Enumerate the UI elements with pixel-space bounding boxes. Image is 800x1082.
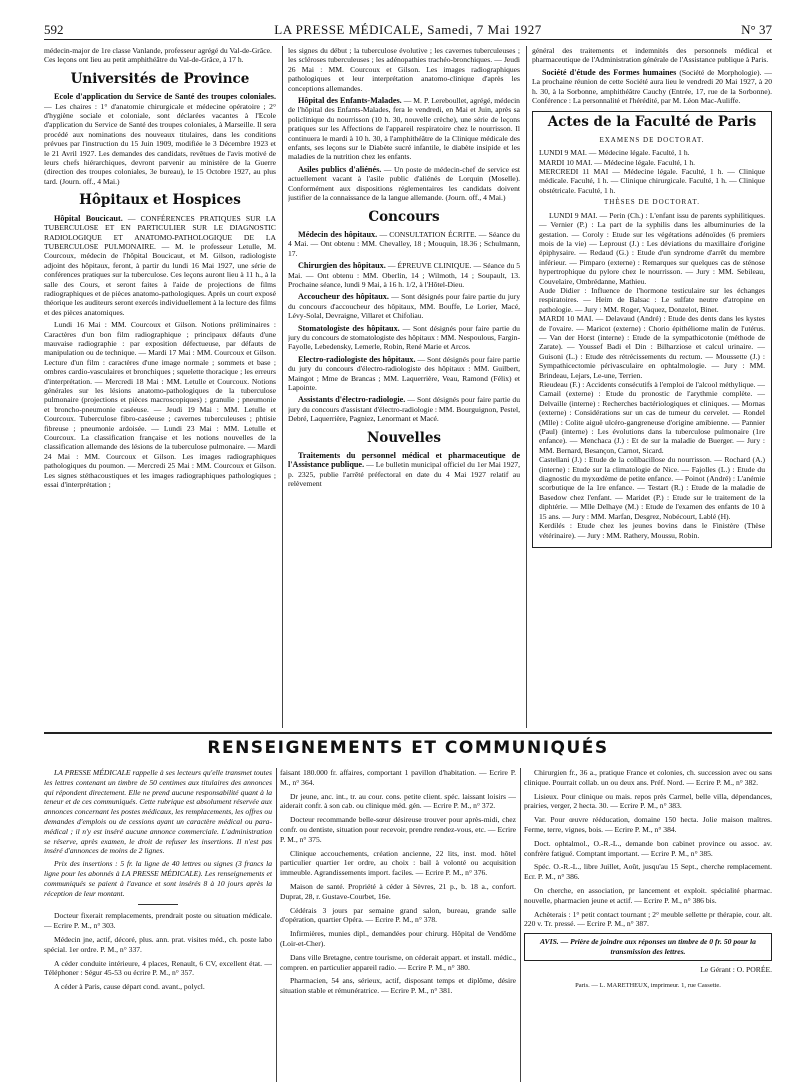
ecole-item: Ecole d'application du Service de Santé des troupes coloniales. — Les chaires : 1° d'anatomie chirurgicale et médecine opératoire ; 2° d'hygiène sociale et coloniale, sont déclarées vacantes à l'Ecole d'application du Service de Santé des troupes coloniales, à Marseille. Il sera procédé aux nominations des nouveaux titulaires, dans les conditions prévues par l'instruction du 15 Juin 1909, modifiée le 3 Décembre 1923 et le 21 Avril 1927. Les demandes des candidats, revêtues de l'avis motivé de leurs chefs hiérarchiques, devront parvenir au ministère de la Guerre (direction des troupes coloniales, 3e bureau), le 15 Octobre 1927, au plus tard. (Journ. off., 4 Mai.) <box>44 92 276 186</box>
hopitaux-heading: Hôpitaux et Hospices <box>79 192 241 209</box>
actes-heading: Actes de la Faculté de Paris <box>547 114 757 131</box>
asiles-item: Asiles publics d'aliénés. — Un poste de médecin-chef de service est actuellement vacant à l'asile public d'aliénés de Lorquin (Moselle). Conformément aux dispositions réglementaires les candidats doivent justifier de la connaissance de la langue allemande. (Journ. off., 4 Mai.) <box>288 164 520 203</box>
gerant-line: Le Gérant : O. PORÉE. <box>700 964 772 974</box>
assistants-item: Assistants d'électro-radiologie. — Sont désignés pour faire partie du jury du concours d'assistant d'électro-radiologie : MM. Bourguignon, Pestel, Debré, Laquerrière, Pagniez, Lenormant et Macé. <box>288 395 520 424</box>
classified-ad: Spéc. O.-R.-L., libre Juillet, Août, jusqu'au 15 Sept., cherche remplacement. Ecr. P. M., n° 386. <box>524 862 772 882</box>
newspaper-page <box>44 20 772 996</box>
classifieds-column-2 <box>280 768 516 1082</box>
classified-ad: Docteur recommande belle-sœur désireuse trouver pour après-midi, chez confr. ou dentiste, situation pour recevoir, prendre rendez-vous, etc. — Ecrire P. M., n° 375. <box>280 815 516 844</box>
classified-ad: Chirurgien fr., 36 a., pratique France et colonies, ch. succession avec ou sans clinique. Pourrait collab. un ou deux ans. Préf. Nord. — Ecrire P. M., n° 382. <box>524 768 772 787</box>
classified-ad: Pharmacien, 54 ans, sérieux, actif, disposant temps et diplôme, désire situation stable et rémunératrice. — Ecrire P. M., n° 381. <box>280 976 516 996</box>
page-number: 592 <box>44 22 64 37</box>
boucicaut-programme: Lundi 16 Mai : MM. Courcoux et Gilson. Notions préliminaires : Caractères d'un bon film radiographique ; principaux défauts d'une mauvaise radiographie : par exposition défectueuse, par défauts de manipulation ou de technique. — Mardi 17 Mai : MM. Courcoux et Gilson. Lecture d'un film : caractères d'une image normale ; sommets et base ; ombres cardio-vasculaires et bronchiques ; squelette thoracique ; les erreurs d'interprétation. — Mercredi 18 Mai : MM. Letulle et Courcoux. Notions générales sur les lésions anatomo-pathologiques de la tuberculose pulmonaire (projections et pièces macroscopiques) ; granulie ; pneumonie et broncho-pneumonie caséeuse. — Jeudi 19 Mai : MM. Letulle et Courcoux. Tuberculose fibro-caséeuse ; cavernes tuberculeuses ; phtisie fibreuse ; pneumonie ardoisée. — Lundi 23 Mai : MM. Letulle et Courcoux. La classification française et les notions nouvelles de la classification allemande des lésions de la tuberculose pulmonaire. — Mardi 24 Mai : MM. Courcoux et Gilson. Les images radiographiques pathologiques du poumon. — Mercredi 25 Mai : MM. Courcoux et Gilson. Les signes stéthacoustiques et les images radiographiques pathologiques ; essai d'interprétation ; <box>44 320 276 490</box>
classified-ad: On cherche, en association, pr lancement et exploit. spécialité pharmac. nouvelle, pharmacien jeune et actif. — Ecrire P. M., n° 386 bis. <box>524 885 772 905</box>
classifieds-intro: LA PRESSE MÉDICALE rappelle à ses lecteurs qu'elle transmet toutes les lettres contenant un timbre de 50 centimes aux titulaires des annonces qui répondent directement. Elle ne prend aucune responsabilité quant à la teneur et de ces communiqués. Cette rubrique est absolument réservée aux annonces concernant les postes médicaux, les remplacements, les offres ou demandes d'emplois ou de cessions ayant un caractère médical ou para-médical ; il n'y est inséré aucune annonce commerciale. L'administration se réserve, après examen, le droit de refuser les insertions. Il n'est pas inséré d'annonces de moins de 2 lignes. <box>44 768 272 856</box>
intro-text: médecin-major de 1re classe Vanlande, professeur agrégé du Val-de-Grâce. Ces leçons ont lieu au petit amphithéâtre du Val-de-Grâce, à 17 h. <box>44 46 272 65</box>
column-divider <box>526 46 527 728</box>
running-header <box>44 20 772 40</box>
classified-ad: Infirmières, munies dipl., demandées pour chirurg. Hôpital de Vendôme (Loir-et-Cher). <box>280 929 516 948</box>
classifieds <box>44 768 772 1082</box>
stomato-item: Stomatologiste des hôpitaux. — Sont désignés pour faire partie du jury du concours de stomatologiste des hôpitaux : MM. Nespoulous, Fargin-Fayolle, Lebedensky, Lemerle, Robin, René Marie et Arcos. <box>288 323 520 352</box>
journal-title: LA PRESSE MÉDICALE, Samedi, 7 Mai 1927 <box>274 22 542 37</box>
classified-ad: Lisieux. Pour clinique ou mais. repos près Carmel, belle villa, dépendances, prairies, verger, 2 hecta. 30. — Ecrire P. M., n° 383. <box>524 791 772 811</box>
classified-ad: Dans ville Bretagne, centre tourisme, on céderait appart. et install. médic., compren. en particulier appareil radio. — Ecrire P. M., n° 380. <box>280 952 516 972</box>
section-rule <box>44 732 772 734</box>
classified-ad: faisant 180.000 fr. affaires, comportant 1 pavillon d'habitation. — Ecrire P. M., n° 364. <box>280 768 516 787</box>
classified-ad: Dr jeune, anc. int., tr. au cour. cons. petite client. spéc. laissant loisirs — aiderait confr. à son cab. ou clinique méd. gén. — Ecrire P. M., n° 372. <box>280 791 516 811</box>
classified-ad: Achèterais : 1° petit contact tournant ; 2° meuble sellette pr thérapie, cour. alt. 220 v. Tr. pressé. — Ecrire P. M., n° 387. <box>524 909 772 929</box>
theses-heading: THÈSES DE DOCTORAT. <box>604 198 700 207</box>
universites-heading: Universités de Province <box>70 70 250 87</box>
upper-columns <box>44 46 772 728</box>
boucicaut-item: Hôpital Boucicaut. — CONFÉRENCES PRATIQUES SUR LA TUBERCULOSE ET EN PARTICULIER SUR LE DIAGNOSTIC RADIOLOGIQUE ET ANATOMO-PATHOLOGIQUE DE LA TUBERCULOSE PULMONAIRE. — M. le professeur Letulle, M. Courcoux, médecin de l'hôpital Boucicaut, et M. Gilson, radiologiste adjoint des hôpitaux, feront, à partir du lundi 16 Mai 1927, une série de conférences pratiques sur la tuberculose. Ces leçons auront lieu à 11 h., à la salle des Cours, et seront faites à l'aide de projections de films radiographiques et de pièces anatomo-pathologiques. Après un court exposé théorique les auditeurs seront exercés individuellement à la lecture des films et des pièces anatomiques. <box>44 213 276 317</box>
column-2 <box>288 46 520 728</box>
nouvelles-heading: Nouvelles <box>366 429 442 446</box>
classified-ad: Médecin jne, actif, décoré, plus. ann. prat. visites méd., ch. poste labo spécial. 1er ordre. P. M., n° 337. <box>44 934 272 954</box>
medecin-item: Médecin des hôpitaux. — CONSULTATION ÉCRITE. — Séance du 4 Mai. — Ont obtenu : MM. Chevalley, 18 ; Mouquin, 18.36 ; Schulmann, 17. <box>288 229 520 258</box>
classified-ad: Doct. ophtalmol., O.-R.-L., demande bon cabinet province ou assoc. av. confrère fatigué. Comptant important. — Ecrire P. M., n° 385. <box>524 838 772 858</box>
actes-box <box>532 111 772 547</box>
column-3 <box>532 46 772 728</box>
printer-line: Paris. — L. MARETHEUX, imprimeur. 1, rue Cassette. <box>575 981 721 989</box>
classifieds-prix: Prix des insertions : 5 fr. la ligne de 40 lettres ou signes (3 francs la ligne pour les abonnés à LA PRESSE MÉDICALE). Les renseignements et communiqués se paient à l'avance et sont insérés 8 à 10 jours après la réception de leur montant. <box>44 859 272 898</box>
divider <box>138 904 178 905</box>
electro-item: Electro-radiologiste des hôpitaux. — Sont désignés pour faire partie du jury du concours d'électro-radiologiste des hôpitaux : MM. Guilbert, Maingot ; Mme de Brancas ; MM. Laquerrière, Veau, Ramond (Félix) et Lapointe. <box>288 354 520 392</box>
avis-box: AVIS. — Prière de joindre aux réponses un timbre de 0 fr. 50 pour la transmission des lettres. <box>524 933 772 961</box>
classified-ad: A céder conduite intérieure, 4 places, Renault, 6 CV, excellent état. — Téléphoner : Ségur 45-53 ou écrire P. M., n° 357. <box>44 958 272 978</box>
classified-ad: Clinique accouchements, création ancienne, 22 lits, inst. mod. hôtel particulier quartier 1er ordre, au choix : bail à volonté ou acquisition immeuble. Agrandissements import. faciles. — Ecrire P. M., n° 376. <box>280 848 516 878</box>
traitements-item: Traitements du personnel médical et pharmaceutique de l'Assistance publique. — Le bulletin municipal officiel du 1er Mai 1927, p. 2325, publie l'arrêté préfectoral en date du 4 Mai 1927 relatif au relèvement <box>288 451 520 489</box>
classified-ad: Cédérais 3 jours par semaine grand salon, bureau, grande salle d'opération, quartier Opéra. — Ecrire P. M., n° 378. <box>280 905 516 925</box>
examens-list: LUNDI 9 MAI. — Médecine légale. Faculté, 1 h. MARDI 10 MAI. — Médecine légale. Faculté, 1 h. MERCREDI 11 MAI — Médecine légale. Faculté, 1 h. — Clinique médicale. Faculté, 1 h. — Clinique chirurgicale. Faculté, 1 h. — Clinique obstétricale. Faculté, 1 h. <box>539 148 765 195</box>
classifieds-column-3 <box>524 768 772 1082</box>
issue-number: N° 37 <box>741 22 772 37</box>
renseignements-heading: RENSEIGNEMENTS ET COMMUNIQUÉS <box>207 738 609 758</box>
classified-ad: Docteur fixerait remplacements, prendrait poste ou situation médicale. — Ecrire P. M., n° 303. <box>44 911 272 931</box>
continued-text: les signes du début ; la tuberculose évolutive ; les cavernes tuberculeuses ; les scléroses tuberculeuses ; les adénopathies trachéo-bronchiques. — Jeudi 26 Mai : MM. Courcoux et Gilson. Les images radiographiques pathologiques et leur interprétation anatomo-clinique d'après les conceptions allemandes. <box>288 46 520 93</box>
column-divider <box>276 768 277 1082</box>
classifieds-column-1 <box>44 768 272 1082</box>
concours-heading: Concours <box>368 208 440 225</box>
theses-list: LUNDI 9 MAI. — Perin (Ch.) : L'enfant issu de parents syphilitiques. — Vernier (P.) : La part de la syphilis dans les albuminuries de la gestation. — Coroly : Etude sur les végétations adénoïdes (6 premiers mois de la vie) — Leproust (J.) : Les déviations du maxillaire d'origine épiphysaire. — Redaud (G.) : Etude d'un syndrome d'arrêt du membre inférieur. — Pimparo (externe) : Remarques sur quelques cas de sténose hypertrophique du pylore chez le nourrisson. — Jury : MM. Sebileau, Couvelaire, Ombrédanne, Mathieu. Aude Didier : Influence de l'hormone testiculaire sur les échanges respiratoires. — Heim de Balsac : Le sulfate neutre d'atropine en pathologie. — Jury : MM. Roger, Vaquez, Donzelot, Binet. MARDI 10 MAI. — Delavaud (André) : Etude des dents dans les kystes de l'ovaire. — Maricot (externe) : Chorio épithéliome malin de l'utérus. — Van der Horst (interne) : Etude de la sympathicotonie (méthode de Zarate). — Youssef Badi el Din : Bilharziose et calcul urinaire. — Guisoni (L.) : Etude des rétrécissements du rectum. — Moussette (J.) : Sympathicectomie périvasculaire en ophtalmologie. — Jury : MM. Brindeau, Lejars, Le-une, Terrien. Rieudeau (F.) : Accidents consécutifs à l'emploi de l'alcool méthylique. — Camail (externe) : Etude du pronostic de l'arythmie complète. — Delvaille (interne) : Recherches bactériologiques et cliniques. — Mornas (externe) : Considérations sur un cas de tumeur du cervelet. — Rondel (Mlle) : Colite aiguë ulcéro-gangreneuse d'origine amibienne. — Pannier (Paul) (interne) : Les évolutions dans la tuberculose pulmonaire (1re enfance). — Menchaca (J.) : Et de sur la maladie de Buerger. — Jury : MM. Bernard, Besançon, Carnot, Sicard. Castellani (J.) : Etude de la colibacillose du nourrisson. — Rochard (A.) (interne) : Etude sur la climatologie de Nice. — Fajolles (L.) : Etude du diagnostic du myxœdème de petite enfance. — Poinot (André) : L'anémie scorbutique de la 1re enfance. — Testart (R.) : Etude de la maladie de Basedow chez l'enfant. — Maridet (P.) : Etude sur le traitement de la diphtérie. — Mlle Delhaye (M.) : Etude de l'examen des enfants de 10 à 15 ans. — Jury : MM. Marfan, Desgrez, Nobécourt, Lablé (H). Kerdilés : Etude chez les jeunes bovins dans le Finistère (Thèse vétérinaire). — Jury : MM. Rathery, Moussu, Robin. <box>539 210 765 540</box>
chirurgien-item: Chirurgien des hôpitaux. — ÉPREUVE CLINIQUE. — Séance du 5 Mai. — Ont obtenu : MM. Oberlin, 14 ; Wilmoth, 14 ; Soupault, 13. Prochaine séance, lundi 9 Mai, à 16 h. 1/2, à l'Hôtel-Dieu. <box>288 261 520 289</box>
enfants-item: Hôpital des Enfants-Malades. — M. P. Lereboullet, agrégé, médecin de l'hôpital des Enfants-Malades, fera le vendredi, en Mai et Juin, après sa policlinique du nourrisson (10 h. 30, nouvelle crèche), une série de leçons pratiques sur les Affections de l'appareil respiratoire chez le nourrisson. Il continuera le mardi à 10 h. 30, à l'amphithéâtre de la Clinique médicale des enfants, ses leçons sur le Diabète sucré infantile, le diabète insipide et les maladies de la nutrition chez les enfants. <box>288 96 520 162</box>
column-divider <box>520 768 521 1082</box>
continued-text: général des traitements et indemnités des personnels médical et pharmaceutique de l'Administration générale de l'Assistance publique à Paris. <box>532 46 772 65</box>
column-divider <box>282 46 283 728</box>
societe-item: Société d'étude des Formes humaines (Société de Morphologie). — La prochaine réunion de cette Société aura lieu le vendredi 20 Mai 1927, à 20 h. 30, à la Sorbonne, amphithéâtre Cauchy (Entrée, 17, rue de la Sorbonne). Conférence : La personnalité et l'hérédité, par M. Léon Mac-Auliffe. <box>532 67 772 106</box>
classified-ad: Var. Pour œuvre rééducation, domaine 150 hecta. Jolie maison maîtres. Ferme, terre, vignes, bois. — Ecrire P. M., n° 384. <box>524 815 772 834</box>
classified-ad: Maison de santé. Propriété à céder à Sèvres, 21 p., b. 18 a., confort. Duprat, 28, r. Gustave-Courbet, 16e. <box>280 881 516 901</box>
column-1 <box>44 46 276 728</box>
accoucheur-item: Accoucheur des hôpitaux. — Sont désignés pour faire partie du jury du concours d'accoucheur des hôpitaux, MM. Bouffe, Le Lorier, Macé, Lévy-Solal, Devraigne, Villaret et Chifoliau. <box>288 292 520 321</box>
classified-ad: A céder à Paris, cause départ cond. avant., polycl. <box>54 982 205 992</box>
examens-heading: EXAMENS DE DOCTORAT. <box>599 135 705 144</box>
